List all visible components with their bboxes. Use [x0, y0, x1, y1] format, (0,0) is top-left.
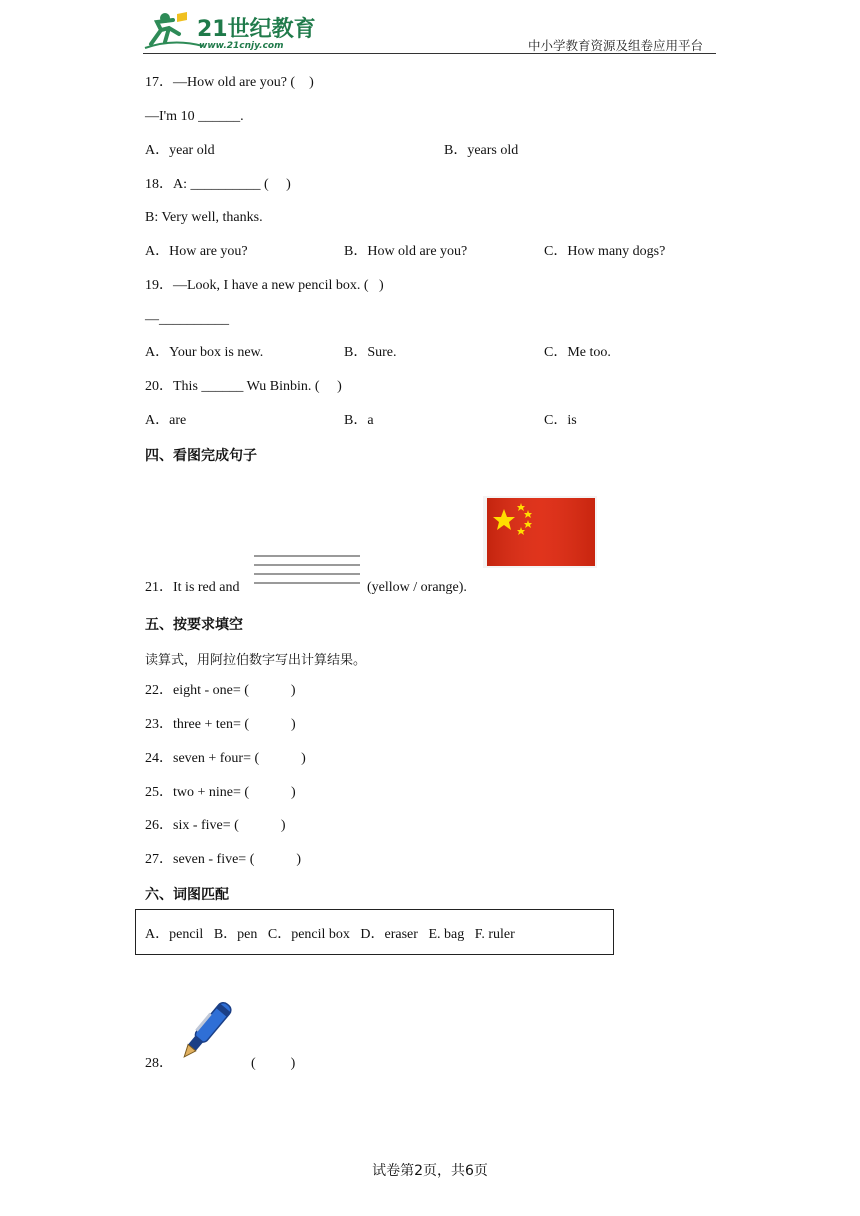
q19-option-b: B．Sure.	[344, 345, 397, 360]
q28-answer-blank: ( )	[251, 1056, 296, 1071]
q19-line2: —__________	[145, 312, 229, 327]
q20-option-b: B．a	[344, 413, 374, 428]
q18-option-c: C．How many dogs?	[544, 244, 666, 259]
header-divider	[143, 53, 716, 54]
math-q23: 23．three + ten= ( )	[145, 717, 296, 732]
q28-number: 28．	[145, 1056, 173, 1071]
q18-option-b: B．How old are you?	[344, 244, 468, 259]
svg-text:21世纪教育: 21世纪教育	[197, 17, 316, 42]
header-platform-text: 中小学教育资源及组卷应用平台	[527, 38, 703, 53]
math-q27: 27．seven - five= ( )	[145, 852, 302, 867]
math-q22: 22．eight - one= ( )	[145, 683, 296, 698]
q19-option-a: A．Your box is new.	[145, 345, 264, 360]
q19-stem: 19．—Look, I have a new pencil box. ( )	[145, 278, 384, 293]
section-5-instruction: 读算式，用阿拉伯数字写出计算结果。	[145, 653, 367, 668]
runner-logo-icon	[143, 8, 323, 50]
q21-suffix: (yellow / orange).	[367, 580, 467, 595]
word-bank-text: A．pencil B．pen C．pencil box D．eraser E. bag F. ruler	[145, 927, 515, 942]
pen-icon	[172, 996, 246, 1068]
q21-answer-lines	[254, 555, 360, 591]
site-logo	[143, 8, 323, 50]
q17-option-b: B．years old	[444, 143, 519, 158]
q17-line2: —I'm 10 ______.	[145, 109, 244, 124]
section-5-title: 五、按要求填空	[145, 617, 243, 633]
q20-option-a: A．are	[145, 413, 187, 428]
q17-stem: 17．—How old are you? ( )	[145, 75, 314, 90]
china-flag-image	[483, 496, 597, 568]
svg-text:www.21cnjy.com: www.21cnjy.com	[199, 41, 284, 50]
q18-line2: B: Very well, thanks.	[145, 210, 263, 225]
fountain-pen-image	[172, 996, 246, 1068]
q21-prefix: 21．It is red and	[145, 580, 240, 595]
section-4-title: 四、看图完成句子	[145, 448, 257, 464]
q18-option-a: A．How are you?	[145, 244, 248, 259]
q20-option-c: C．is	[544, 413, 577, 428]
math-q24: 24．seven + four= ( )	[145, 751, 306, 766]
page-footer: 试卷第2页，共6页	[372, 1163, 488, 1179]
section-6-title: 六、词图匹配	[145, 887, 229, 903]
q18-stem: 18．A: __________ ( )	[145, 177, 291, 192]
word-bank-box	[135, 909, 614, 955]
q20-stem: 20．This ______ Wu Binbin. ( )	[145, 379, 342, 394]
math-q26: 26．six - five= ( )	[145, 818, 286, 833]
q19-option-c: C．Me too.	[544, 345, 611, 360]
q17-option-a: A．year old	[145, 143, 215, 158]
math-q25: 25．two + nine= ( )	[145, 785, 296, 800]
